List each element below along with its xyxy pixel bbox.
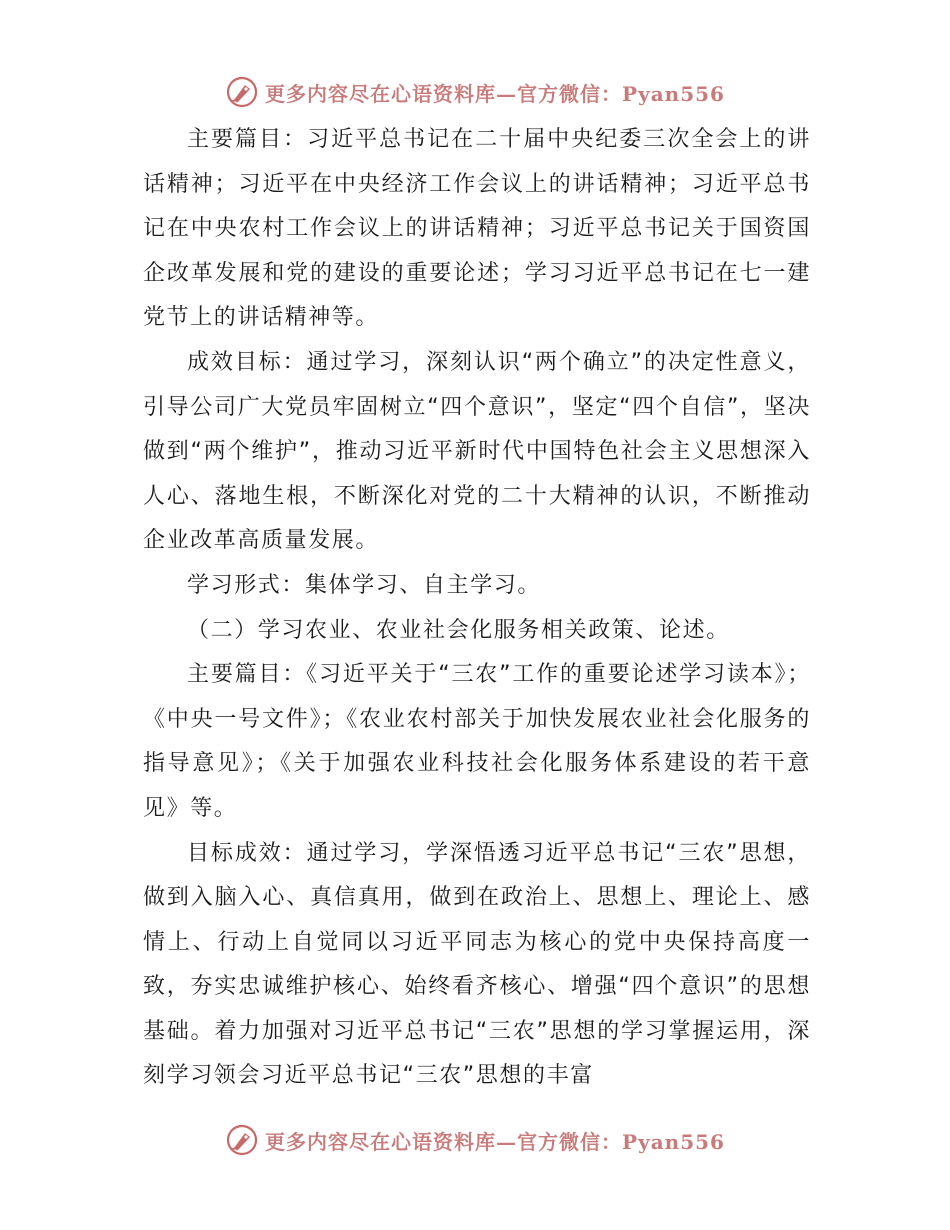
header-banner-text: 更多内容尽在心语资料库—官方微信：Pyan556 — [265, 81, 725, 106]
document-body — [143, 118, 811, 1099]
pen-nib-logo-icon — [225, 75, 259, 109]
pen-nib-logo-icon — [225, 1123, 259, 1157]
footer-banner — [0, 1120, 950, 1160]
paragraph-main-topics-1: 主要篇目：习近平总书记在二十届中央纪委三次全会上的讲话精神；习近平在中央经济工作会议上的讲话精神；习近平总书记在中央农村工作会议上的讲话精神；习近平总书记关于国资国企改革发展和党的建设的重要论述；学习习近平总书记在七一建党节上的讲话精神等。 — [143, 127, 811, 331]
paragraph-goals-2: 目标成效：通过学习，学深悟透习近平总书记“三农”思想，做到入脑入心、真信真用，做到在政治上、思想上、理论上、感情上、行动上自觉同以习近平同志为核心的党中央保持高度一致，夯实忠诚维护核心、始终看齐核心、增强“四个意识”的思想基础。着力加强对习近平总书记“三农”思想的学习掌握运用，深刻学习领会习近平总书记“三农”思想的丰富 — [143, 840, 811, 1089]
footer-banner-text: 更多内容尽在心语资料库—官方微信：Pyan556 — [265, 1129, 725, 1154]
paragraph-main-topics-2: 主要篇目：《习近平关于“三农”工作的重要论述学习读本》；《中央一号文件》；《农业农村部关于加快发展农业社会化服务的指导意见》；《关于加强农业科技社会化服务体系建设的若干意见》等。 — [143, 662, 811, 821]
paragraph-goals-1: 成效目标：通过学习，深刻认识“两个确立”的决定性意义，引导公司广大党员牢固树立“四个意识”，坚定“四个自信”，坚决做到“两个维护”，推动习近平新时代中国特色社会主义思想深入人心、落地生根，不断深化对党的二十大精神的认识，不断推动企业改革高质量发展。 — [143, 349, 811, 554]
paragraph-study-format: 学习形式：集体学习、自主学习。 — [187, 572, 542, 598]
section-heading-2: （二）学习农业、农业社会化服务相关政策、论述。 — [187, 617, 730, 643]
header-banner — [0, 72, 950, 112]
